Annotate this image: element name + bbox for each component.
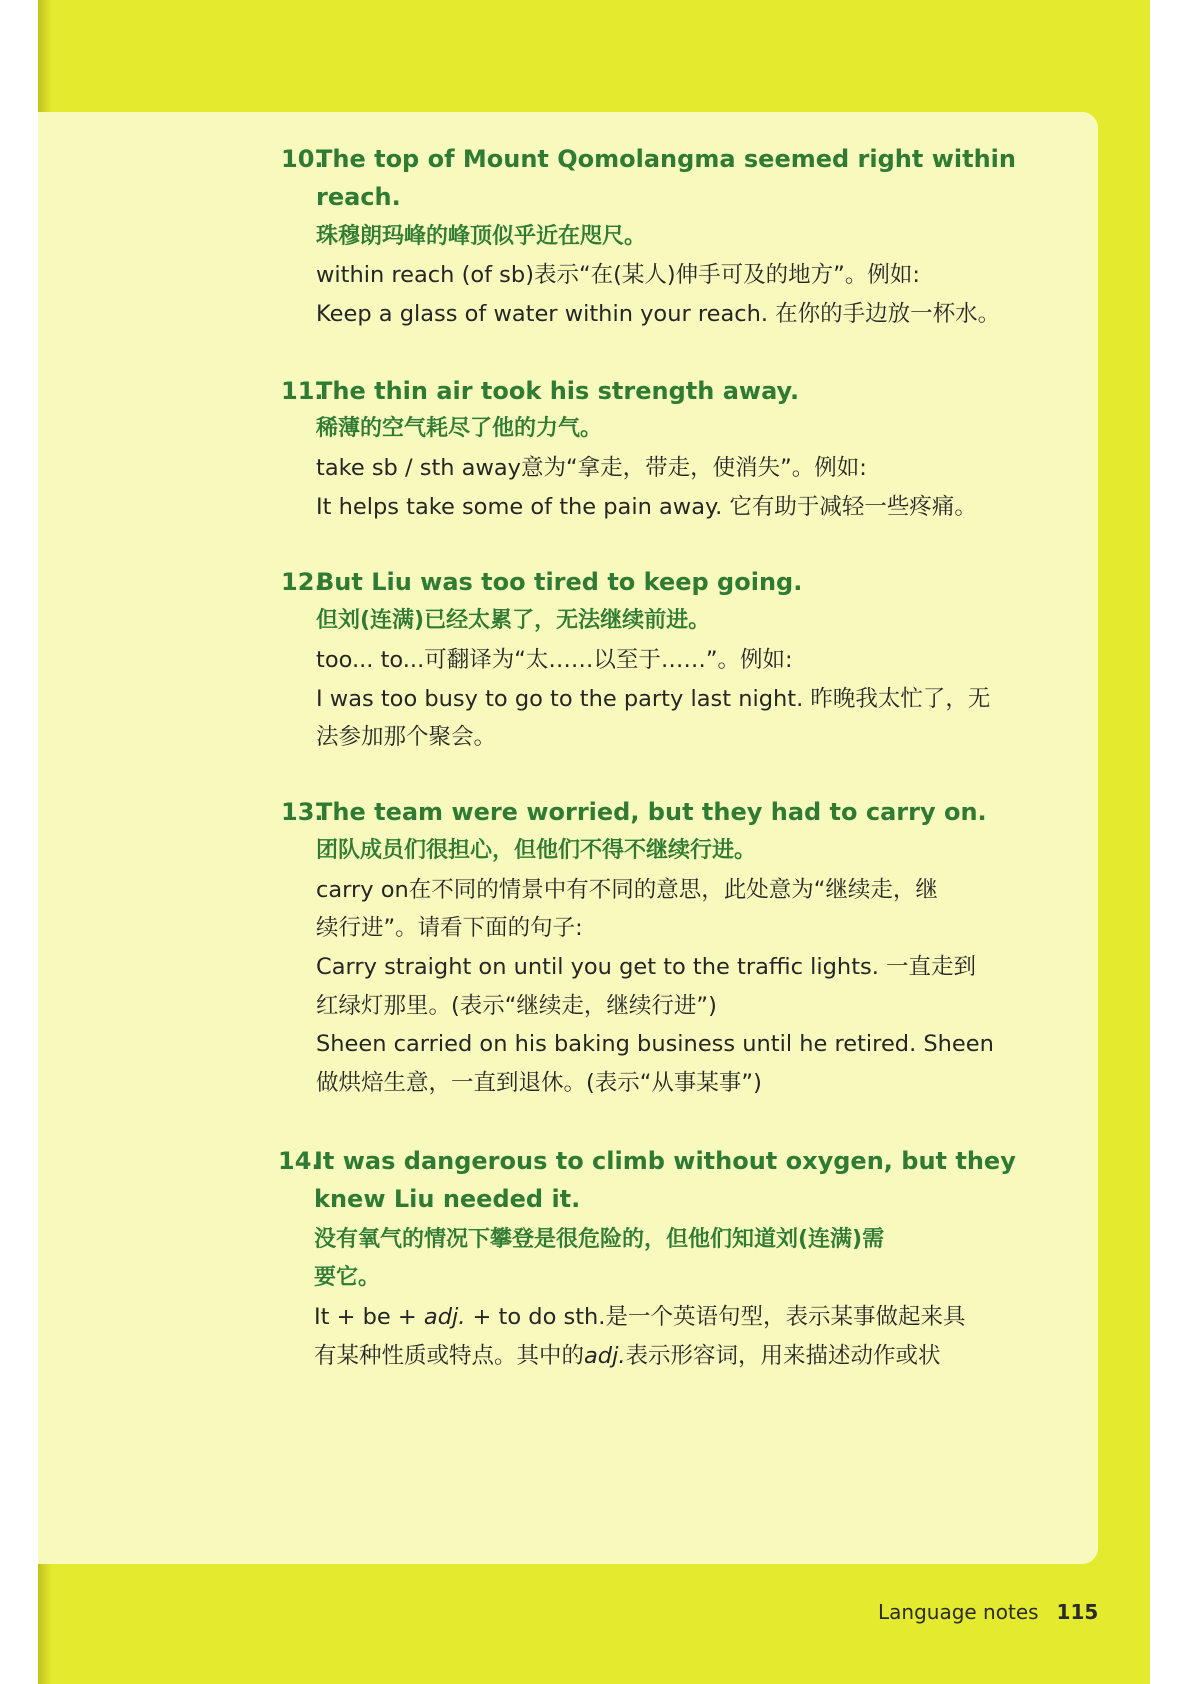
page-number: 115 [1056, 1600, 1099, 1624]
note-heading-line: reach. [316, 183, 401, 211]
note-example-line: It helps take some of the pain away. 它有助于减轻一些疼痛。 [316, 494, 977, 520]
note-translation: 没有氧气的情况下攀登是很危险的，但他们知道刘(连满)需 [314, 1227, 885, 1252]
note-translation: 要它。 [314, 1265, 381, 1290]
language-notes [38, 112, 1098, 1564]
note-example-line: 法参加那个聚会。 [316, 724, 497, 750]
note-heading-line: The thin air took his strength away. [316, 377, 800, 405]
abbreviation-adj: adj. [584, 1343, 626, 1369]
scan-margin-left [0, 0, 38, 1684]
scan-margin-right [1150, 0, 1190, 1684]
note-number: 11. [281, 377, 324, 405]
text-run: 表示形容词，用来描述动作或状 [625, 1343, 941, 1369]
note-number: 12. [281, 568, 324, 596]
note-heading-line: It was dangerous to climb without oxygen, but they [314, 1147, 1016, 1175]
section-title: Language notes [878, 1600, 1039, 1624]
note-explanation-line: carry on在不同的情景中有不同的意思，此处意为“继续走，继 [316, 877, 938, 903]
note-explanation-line: take sb / sth away意为“拿走，带走，使消失”。例如: [316, 455, 867, 481]
note-number: 13. [281, 798, 324, 826]
page-footer [878, 1600, 1098, 1624]
abbreviation-adj: adj. [423, 1304, 466, 1330]
note-number: 14. [278, 1147, 321, 1175]
notes-panel [38, 112, 1098, 1564]
note-translation: 稀薄的空气耗尽了他的力气。 [316, 416, 603, 441]
note-example-line: 红绿灯那里。(表示“继续走，继续行进”) [316, 993, 717, 1019]
note-example-line: I was too busy to go to the party last night. 昨晚我太忙了，无 [316, 686, 991, 712]
note-explanation-line [314, 1302, 965, 1332]
note-heading-line: knew Liu needed it. [314, 1185, 581, 1213]
note-explanation-line: 续行进”。请看下面的句子: [316, 915, 583, 941]
note-explanation-line: within reach (of sb)表示“在(某人)伸手可及的地方”。例如: [316, 262, 920, 288]
note-explanation-line [314, 1341, 941, 1371]
note-explanation-line: too... to...可翻译为“太……以至于……”。例如: [316, 647, 793, 673]
book-page [38, 0, 1150, 1684]
text-run: 有某种性质或特点。其中的 [314, 1343, 585, 1369]
note-heading-line: The top of Mount Qomolangma seemed right within [316, 145, 1016, 173]
note-example-line: Sheen carried on his baking business until he retired. Sheen [316, 1031, 994, 1057]
note-example-line: 做烘焙生意，一直到退休。(表示“从事某事”) [316, 1070, 762, 1096]
note-heading-line: The team were worried, but they had to carry on. [316, 798, 987, 826]
note-translation: 团队成员们很担心，但他们不得不继续行进。 [316, 838, 757, 863]
text-run: It + be + [314, 1304, 424, 1330]
note-translation: 但刘(连满)已经太累了，无法继续前进。 [316, 608, 711, 633]
note-example-line: Keep a glass of water within your reach. 在你的手边放一杯水。 [316, 301, 1001, 327]
note-example-line: Carry straight on until you get to the traffic lights. 一直走到 [316, 954, 977, 980]
text-run: + to do sth.是一个英语句型，表示某事做起来具 [465, 1304, 966, 1330]
note-translation: 珠穆朗玛峰的峰顶似乎近在咫尺。 [316, 224, 647, 249]
note-number: 10. [281, 145, 324, 173]
note-heading-line: But Liu was too tired to keep going. [316, 568, 803, 596]
